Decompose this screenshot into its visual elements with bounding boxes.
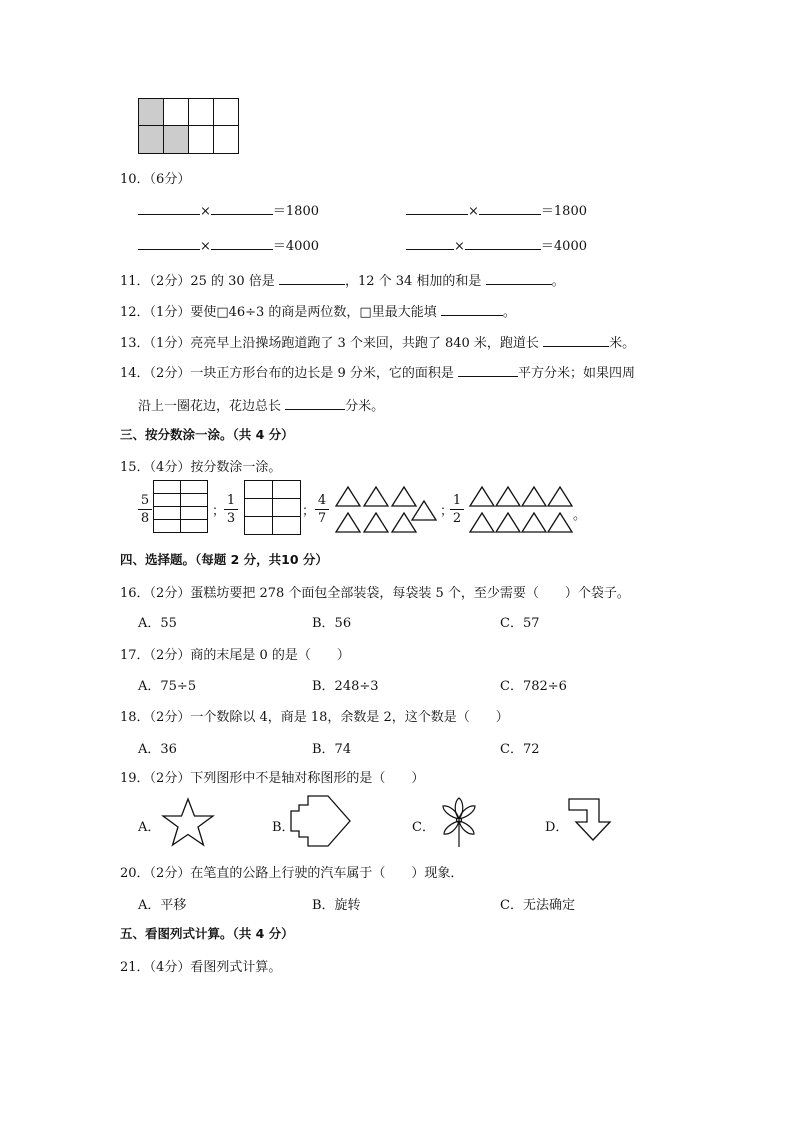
- answer-blank[interactable]: [465, 236, 541, 250]
- triangles-8[interactable]: [468, 484, 574, 536]
- q16-option-c[interactable]: C．57: [500, 616, 540, 631]
- q17-stem: 17．（2分）商的末尾是 0 的是（ ）: [120, 648, 350, 663]
- q10-equation-1: × ＝1800: [138, 200, 319, 219]
- answer-blank[interactable]: [486, 271, 552, 285]
- separator: ；: [302, 504, 316, 519]
- q20-option-c[interactable]: C．无法确定: [500, 898, 575, 913]
- q20-stem: 20．（2分）在笔直的公路上行驶的汽车属于（ ）现象．: [120, 866, 464, 881]
- q20-option-a[interactable]: A．平移: [138, 898, 187, 913]
- q19-option-a[interactable]: A．: [138, 820, 161, 835]
- q21-stem: 21．（4分）看图列式计算。: [120, 960, 282, 975]
- grid-cell: [164, 99, 189, 126]
- flower-icon: [433, 797, 485, 849]
- fraction-grid-8-parts[interactable]: [153, 480, 208, 533]
- section-4-heading: 四、选择题。（每题 2 分，共10 分）: [120, 552, 328, 567]
- grid-cell: [189, 126, 214, 154]
- answer-blank[interactable]: [479, 201, 541, 215]
- answer-blank[interactable]: [543, 333, 609, 347]
- triangles-7[interactable]: [334, 484, 438, 536]
- q18-option-b[interactable]: B．74: [312, 742, 352, 757]
- grid-cell-shaded: [139, 126, 164, 154]
- q11-question: 11．（2分）25 的 30 倍是 ，12 个 34 相加的和是 。: [120, 270, 565, 289]
- q14-question-line2: 沿上一圈花边，花边总长 分米。: [138, 395, 384, 414]
- q10-equation-4: × ＝4000: [406, 235, 587, 254]
- q13-question: 13．（1分）亮亮早上沿操场跑道跑了 3 个来回，共跑了 840 米，跑道长 米。: [120, 332, 635, 351]
- grid-cell-shaded: [164, 126, 189, 154]
- answer-blank[interactable]: [211, 236, 273, 250]
- period: 。: [573, 508, 587, 523]
- q10-equation-3: × ＝4000: [138, 235, 319, 254]
- bent-arrow-icon: [568, 798, 614, 842]
- grid-cell-shaded: [139, 99, 164, 126]
- fraction-1-2: 1 2: [450, 493, 464, 526]
- q10-heading: 10．（6分）: [120, 172, 191, 187]
- q16-stem: 16．（2分）蛋糕坊要把 278 个面包全部装袋，每袋装 5 个，至少需要（ ）个袋子。: [120, 586, 630, 601]
- q10-equation-2: × ＝1800: [406, 200, 587, 219]
- answer-blank[interactable]: [138, 236, 200, 250]
- q18-option-a[interactable]: A．36: [138, 742, 177, 757]
- answer-blank[interactable]: [406, 201, 468, 215]
- grid-cell: [189, 99, 214, 126]
- grid-cell: [214, 99, 239, 126]
- star-icon: [160, 797, 216, 849]
- q17-option-c[interactable]: C．782÷6: [500, 679, 567, 694]
- section-3-heading: 三、按分数涂一涂。（共 4 分）: [120, 427, 294, 442]
- separator: ；: [440, 504, 454, 519]
- separator: ；: [212, 504, 226, 519]
- q18-stem: 18．（2分）一个数除以 4，商是 18，余数是 2，这个数是（ ）: [120, 710, 509, 725]
- fraction-5-8: 5 8: [138, 493, 152, 526]
- answer-blank[interactable]: [279, 271, 345, 285]
- answer-blank[interactable]: [138, 201, 200, 215]
- grid-cell: [214, 126, 239, 154]
- q19-option-d[interactable]: D．: [545, 820, 569, 835]
- q19-stem: 19．（2分）下列图形中不是轴对称图形的是（ ）: [120, 771, 425, 786]
- q16-option-a[interactable]: A．55: [138, 616, 177, 631]
- q17-option-b[interactable]: B．248÷3: [312, 679, 379, 694]
- q16-option-b[interactable]: B．56: [312, 616, 352, 631]
- q19-option-b[interactable]: B．: [272, 820, 295, 835]
- q20-option-b[interactable]: B．旋转: [312, 898, 361, 913]
- q18-option-c[interactable]: C．72: [500, 742, 540, 757]
- q15-heading: 15．（4分）按分数涂一涂。: [120, 460, 282, 475]
- arrow-shape-icon: [290, 795, 352, 847]
- fraction-grid-6-parts[interactable]: [244, 480, 301, 535]
- answer-blank[interactable]: [406, 236, 454, 250]
- fraction-4-7: 4 7: [315, 493, 329, 526]
- answer-blank[interactable]: [211, 201, 273, 215]
- q19-option-c[interactable]: C．: [412, 820, 435, 835]
- section-5-heading: 五、看图列式计算。（共 4 分）: [120, 926, 294, 941]
- answer-blank[interactable]: [441, 302, 503, 316]
- q12-question: 12．（1分）要使□46÷3 的商是两位数，□里最大能填 。: [120, 301, 516, 320]
- q14-question-line1: 14．（2分）一块正方形台布的边长是 9 分米，它的面积是 平方分米；如果四周: [120, 362, 635, 381]
- q9-shading-grid: [138, 98, 239, 154]
- fraction-1-3: 1 3: [224, 493, 238, 526]
- q17-option-a[interactable]: A．75÷5: [138, 679, 197, 694]
- answer-blank[interactable]: [285, 396, 345, 410]
- answer-blank[interactable]: [458, 363, 518, 377]
